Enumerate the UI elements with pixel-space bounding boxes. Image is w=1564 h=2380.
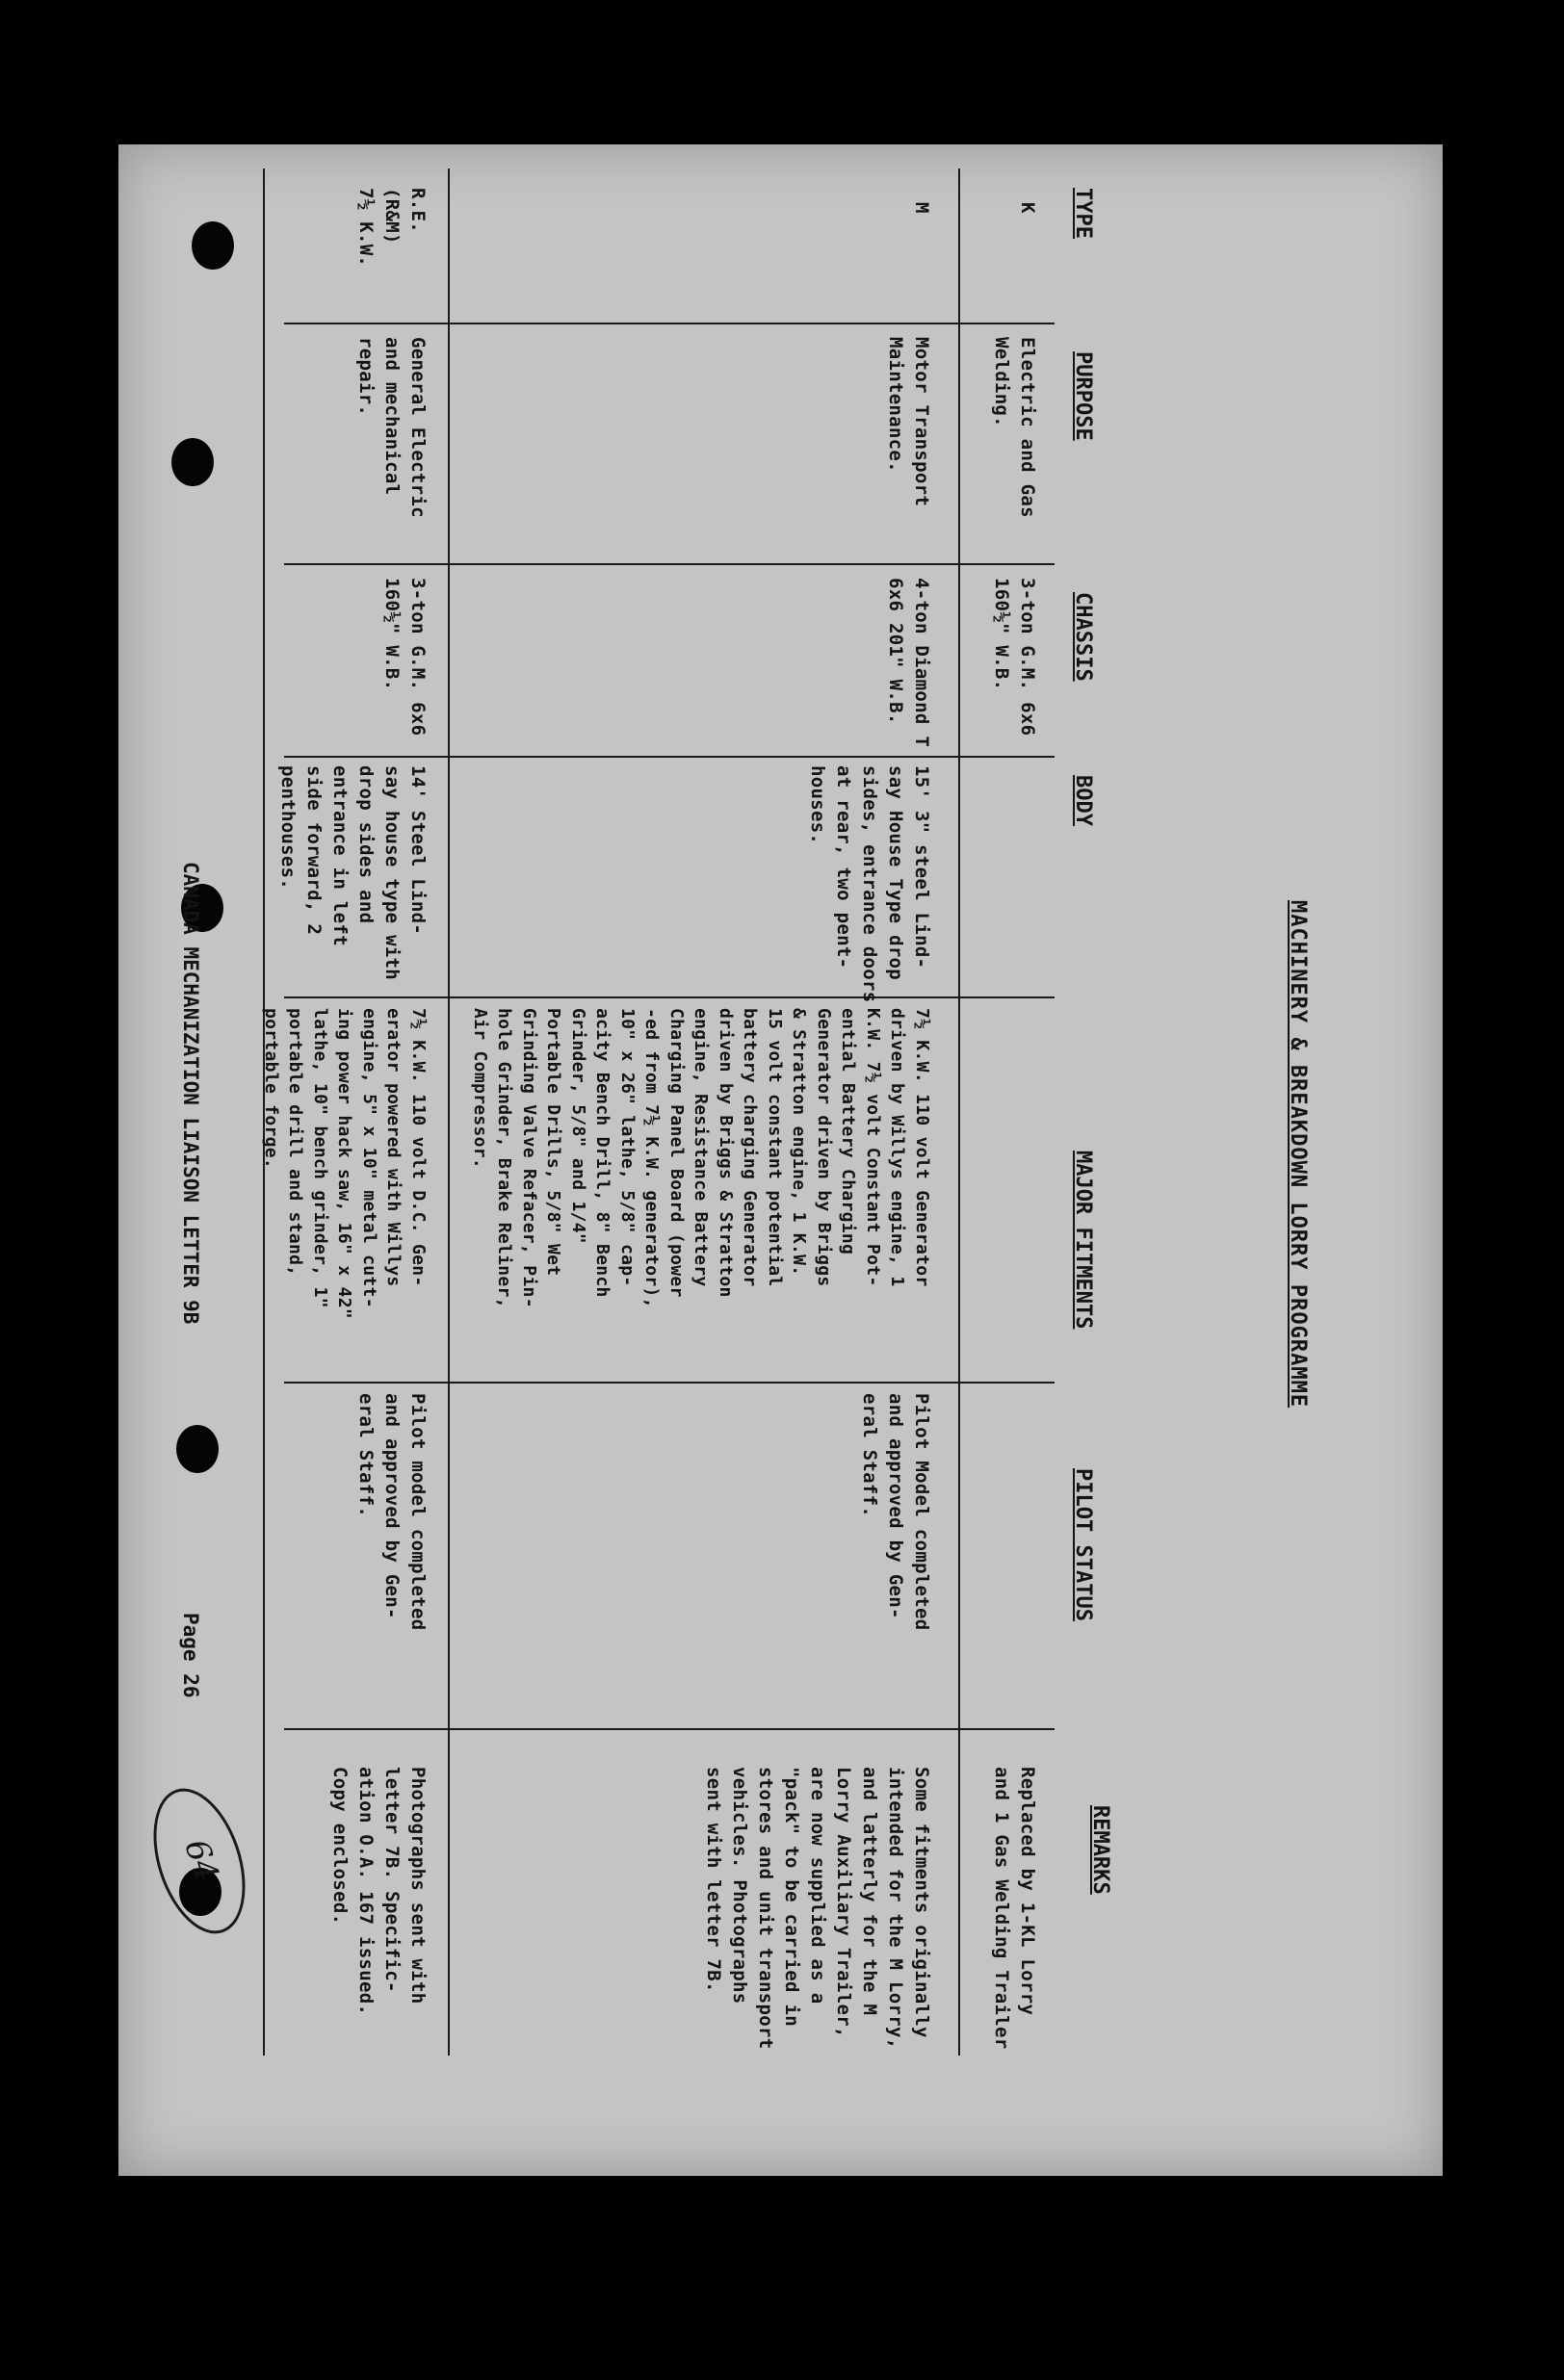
row-m-body: 15' 3" steel Lind- say House Type drop sides, entrance doors at rear, two pent- houses. xyxy=(807,765,932,1003)
header-remarks: REMARKS xyxy=(1088,1805,1112,1895)
row-k-chassis: 3-ton G.M. 6x6 160½" W.B. xyxy=(991,578,1038,737)
row-rule xyxy=(284,323,1055,324)
row-rule xyxy=(284,756,1055,758)
row-m-fitments: 7½ K.W. 110 volt Generator driven by Willys engine, 1 K.W. 7½ volt Constant Pot- ential Battery Charging Generator driven by Briggs & Stratton engine, 1 K.W. 15 volt constant potential battery charging Generator driven by Briggs & Stratton engine, Resistance Battery Charging Panel Board (power -ed from 7½ K.W. generator), 10" x 26" lathe, 5/8" cap- acity Bench Drill, 8" Bench Grinder, 5/8" and 1/4" Portable Drills, 5/8" Wet Grinding Valve Refacer, Pin- hole Grinder, Brake Reliner, Air Compressor. xyxy=(470,1008,932,1308)
row-m-pilot: Pilot Model completed and approved by Gen- eral Staff. xyxy=(859,1393,932,1631)
page-number: Page 26 xyxy=(179,1613,202,1698)
row-re-fitments: 7½ K.W. 110 volt D.C. Gen- erator powered with Willys engine, 5" x 10" metal cutt- ing power hack saw, 16" x 42" lathe, 10" bench grinder, 1" portable drill and stand, portable forge. xyxy=(261,1008,429,1319)
row-m-chassis: 4-ton Diamond T 6x6 201" W.B. xyxy=(885,578,932,748)
row-m-remarks: Some fitments originally intended for the M Lorry, and latterly for the M Lorry Auxiliary Trailer, are now supplied as a "pack" to be carried in stores and unit transport vehicles. Photographs sent with letter 7B. xyxy=(703,1767,932,2050)
row-re-body: 14' Steel Lind- say house type with drop sides and entrance in left side forward, 2 penthouses. xyxy=(277,765,429,981)
header-fitments: MAJOR FITMENTS xyxy=(1071,1151,1095,1330)
rotated-table-content xyxy=(125,149,1421,2142)
column-rule xyxy=(958,168,960,2056)
row-m-type: M xyxy=(911,202,932,214)
row-rule xyxy=(284,1382,1055,1384)
footer-text: CANADA MECHANIZATION LIAISON LETTER 9B xyxy=(179,862,202,1325)
header-pilot: PILOT STATUS xyxy=(1071,1468,1095,1621)
row-k-purpose: Electric and Gas Welding. xyxy=(991,337,1038,518)
document-title: MACHINERY & BREAKDOWN LORRY PROGRAMME xyxy=(1286,900,1310,1409)
stamp-number: 64 xyxy=(176,1834,226,1887)
header-purpose: PURPOSE xyxy=(1071,351,1095,441)
row-re-pilot: Pilot model completed and approved by Gen- eral Staff. xyxy=(355,1393,429,1631)
row-re-purpose: General Electric and mechanical repair. xyxy=(355,337,429,518)
row-re-type: R.E. (R&M) 7½ K.W. xyxy=(355,188,429,268)
row-rule xyxy=(284,996,1055,998)
row-m-purpose: Motor Transport Maintenance. xyxy=(885,337,932,507)
page-stamp xyxy=(137,1777,262,1946)
row-k-type: K xyxy=(1017,202,1038,214)
header-chassis: CHASSIS xyxy=(1071,592,1095,682)
header-type: TYPE xyxy=(1071,188,1095,239)
header-body: BODY xyxy=(1071,775,1095,826)
row-k-remarks: Replaced by 1-KL Lorry and 1 Gas Welding Trailer xyxy=(991,1767,1038,2050)
row-re-chassis: 3-ton G.M. 6x6 160½" W.B. xyxy=(381,578,429,737)
row-rule xyxy=(284,1728,1055,1730)
row-re-remarks: Photographs sent with letter 7B. Specific- ation O.A. 167 issued. Copy enclosed. xyxy=(329,1767,429,2016)
row-rule xyxy=(284,563,1055,565)
column-rule xyxy=(448,168,450,2056)
